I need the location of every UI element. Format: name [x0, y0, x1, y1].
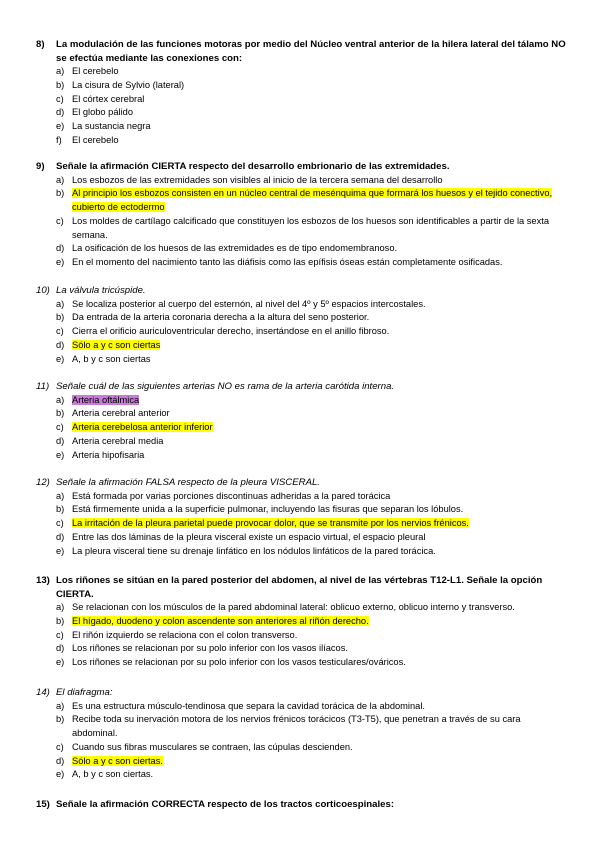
option-f: [36, 134, 566, 148]
option-text: Cierra el orificio auriculoventricular derecho, insertándose en el anillo fibroso.: [72, 326, 390, 337]
option-text-highlighted: Al principio los esbozos consisten en un núcleo central de mesénquima que formará los huesos y el tejido conectivo, cubierto de ectodermo: [72, 188, 553, 213]
option-c: [36, 741, 566, 755]
question-text: Señale la afirmación FALSA respecto de la pleura VISCERAL.: [56, 477, 320, 488]
option-text: Se relacionan con los músculos de la pared abdominal lateral: oblicuo externo, oblicuo interno y transverso.: [72, 602, 515, 612]
option-text: A, b y c son ciertas: [72, 353, 151, 364]
option-d: [36, 242, 566, 256]
question-header: [36, 38, 566, 65]
question-number: 13): [36, 575, 50, 586]
question-13: [36, 574, 566, 670]
option-text: Arteria hipofisaria: [72, 449, 145, 460]
option-letter: c): [56, 93, 64, 104]
question-number: 12): [36, 477, 50, 488]
option-letter: e): [56, 121, 65, 132]
question-11: [36, 380, 566, 462]
option-letter: a): [56, 700, 65, 711]
option-letter: b): [56, 408, 65, 419]
option-text: Arteria cerebral anterior: [72, 408, 170, 419]
option-a: [36, 601, 566, 615]
option-letter: e): [56, 257, 65, 268]
option-letter: e): [56, 449, 65, 460]
option-text: Los moldes de cartílago calcificado que constituyen los esbozos de los huesos son identificables a partir de la sexta semana.: [72, 215, 550, 240]
option-letter: f): [56, 134, 62, 145]
option-b: [36, 615, 566, 629]
question-header: [36, 476, 566, 490]
option-e: [36, 353, 566, 367]
option-letter: c): [56, 215, 64, 226]
question-14: [36, 686, 566, 782]
option-text: Da entrada de la arteria coronaria derecha a la altura del seno posterior.: [72, 312, 370, 323]
option-b: [36, 311, 566, 325]
option-text-highlighted: El hígado, duodeno y colon ascendente son anteriores al riñón derecho.: [72, 615, 369, 626]
option-d: [36, 339, 566, 353]
option-a: [36, 174, 566, 188]
option-letter: d): [56, 755, 65, 766]
option-b: [36, 79, 566, 93]
option-letter: d): [56, 243, 65, 254]
option-text: Está formada por varias porciones discontinuas adheridas a la pared torácica: [72, 490, 391, 501]
options-list: [36, 394, 566, 463]
option-text: La sustancia negra: [72, 121, 151, 132]
option-c: [36, 421, 566, 435]
option-text: Los riñones se relacionan por su polo inferior con los vasos ilíacos.: [72, 643, 348, 654]
option-b: [36, 407, 566, 421]
option-letter: a): [56, 174, 65, 185]
option-e: [36, 256, 566, 270]
option-letter: d): [56, 339, 65, 350]
question-number: 11): [36, 381, 50, 392]
question-header: [36, 284, 566, 298]
option-text: La osificación de los huesos de las extremidades es de tipo endomembranoso.: [72, 243, 398, 254]
option-letter: e): [56, 769, 65, 780]
option-letter: c): [56, 326, 64, 337]
question-number: 14): [36, 687, 50, 698]
option-text: El córtex cerebral: [72, 93, 145, 104]
question-number: 15): [36, 799, 50, 810]
option-text-highlighted: Sólo a y c son ciertas.: [72, 755, 163, 766]
question-8: [36, 38, 566, 148]
option-letter: c): [56, 629, 64, 640]
option-letter: e): [56, 657, 65, 668]
option-letter: b): [56, 504, 65, 515]
option-text: Se localiza posterior al cuerpo del esternón, al nivel del 4º y 5º espacios intercostales.: [72, 298, 426, 309]
option-d: [36, 755, 566, 769]
option-letter: e): [56, 353, 65, 364]
option-a: [36, 298, 566, 312]
option-text: Es una estructura músculo-tendinosa que separa la cavidad torácica de la abdominal.: [72, 700, 425, 711]
option-a: [36, 394, 566, 408]
option-text: El cerebelo: [72, 134, 119, 145]
options-list: [36, 174, 566, 271]
option-letter: c): [56, 422, 64, 433]
option-b: [36, 187, 566, 215]
option-c: [36, 325, 566, 339]
question-number: 8): [36, 39, 45, 50]
option-letter: a): [56, 394, 65, 405]
options-list: [36, 298, 566, 367]
option-c: [36, 629, 566, 643]
option-text: Está firmemente unida a la superficie pulmonar, incluyendo las fisuras que separan los lóbulos.: [72, 504, 464, 515]
option-e: [36, 545, 566, 559]
option-c: [36, 93, 566, 107]
option-text-highlighted: Arteria oftálmica: [72, 394, 140, 405]
question-text: Señale cuál de las siguientes arterias NO es rama de la arteria carótida interna.: [56, 381, 395, 392]
option-letter: b): [56, 312, 65, 323]
option-letter: e): [56, 545, 65, 556]
option-letter: d): [56, 531, 65, 542]
option-text-highlighted: La irritación de la pleura parietal puede provocar dolor, que se transmite por los nervios frénicos.: [72, 518, 469, 529]
option-e: [36, 768, 566, 782]
option-b: [36, 713, 566, 741]
option-letter: b): [56, 714, 65, 725]
question-text: La válvula tricúspide.: [56, 285, 146, 296]
option-b: [36, 503, 566, 517]
option-text: El riñón izquierdo se relaciona con el colon transverso.: [72, 629, 298, 640]
question-text: Señale la afirmación CORRECTA respecto de los tractos corticoespinales:: [56, 799, 395, 810]
option-e: [36, 656, 566, 670]
question-number: 10): [36, 285, 50, 296]
option-letter: b): [56, 188, 65, 199]
option-letter: d): [56, 643, 65, 654]
question-12: [36, 476, 566, 558]
question-header: [36, 686, 566, 700]
option-letter: c): [56, 518, 64, 529]
option-letter: a): [56, 298, 65, 309]
option-c: [36, 517, 566, 531]
option-text: A, b y c son ciertas.: [72, 769, 154, 780]
question-text: Señale la afirmación CIERTA respecto del desarrollo embrionario de las extremidades.: [56, 161, 450, 172]
option-letter: d): [56, 435, 65, 446]
option-text: El globo pálido: [72, 107, 133, 118]
question-15: [36, 798, 566, 812]
option-text: En el momento del nacimiento tanto las diáfisis como las epífisis óseas están completamente osificadas.: [72, 257, 503, 268]
options-list: [36, 65, 566, 148]
option-d: [36, 435, 566, 449]
options-list: [36, 601, 566, 670]
option-text: La cisura de Sylvio (lateral): [72, 79, 185, 90]
option-a: [36, 65, 566, 79]
option-letter: a): [56, 490, 65, 501]
option-text: Los riñones se relacionan por su polo inferior con los vasos testiculares/ováricos.: [72, 657, 406, 668]
option-text: Cuando sus fibras musculares se contraen, las cúpulas descienden.: [72, 741, 353, 752]
option-d: [36, 531, 566, 545]
question-header: [36, 160, 566, 174]
question-header: [36, 574, 566, 601]
option-letter: c): [56, 741, 64, 752]
question-text: Los riñones se sitúan en la pared posterior del abdomen, al nivel de las vértebras T12-L1. Señale la opción CIERTA.: [56, 575, 543, 600]
question-number: 9): [36, 161, 45, 172]
option-text: Entre las dos láminas de la pleura visceral existe un espacio virtual, el espacio pleural: [72, 531, 426, 542]
option-text-highlighted: Sólo a y c son ciertas: [72, 339, 161, 350]
question-header: [36, 380, 566, 394]
question-text: El diafragma:: [56, 687, 113, 698]
question-header: [36, 798, 566, 812]
option-text: Arteria cerebral media: [72, 435, 164, 446]
option-letter: b): [56, 615, 65, 626]
question-10: [36, 284, 566, 366]
option-c: [36, 215, 566, 243]
option-letter: a): [56, 66, 65, 76]
option-text: La pleura visceral tiene su drenaje linfático en los nódulos linfáticos de la pared torácica.: [72, 545, 436, 556]
option-e: [36, 120, 566, 134]
option-e: [36, 449, 566, 463]
option-a: [36, 490, 566, 504]
options-list: [36, 490, 566, 559]
option-d: [36, 642, 566, 656]
option-text: Los esbozos de las extremidades son visibles al inicio de la tercera semana del desarrollo: [72, 174, 443, 185]
option-letter: b): [56, 79, 65, 90]
option-letter: d): [56, 107, 65, 118]
option-a: [36, 700, 566, 714]
question-text: La modulación de las funciones motoras por medio del Núcleo ventral anterior de la hilera lateral del tálamo NO se efectúa mediante las conexiones con:: [56, 39, 566, 64]
option-text-highlighted: Arteria cerebelosa anterior inferior: [72, 422, 213, 433]
option-text: Recibe toda su inervación motora de los nervios frénicos torácicos (T3-T5), que penetran a través de su cara abdominal.: [72, 714, 521, 739]
option-d: [36, 106, 566, 120]
question-9: [36, 160, 566, 270]
option-text: El cerebelo: [72, 66, 119, 76]
options-list: [36, 700, 566, 783]
option-letter: a): [56, 602, 65, 612]
